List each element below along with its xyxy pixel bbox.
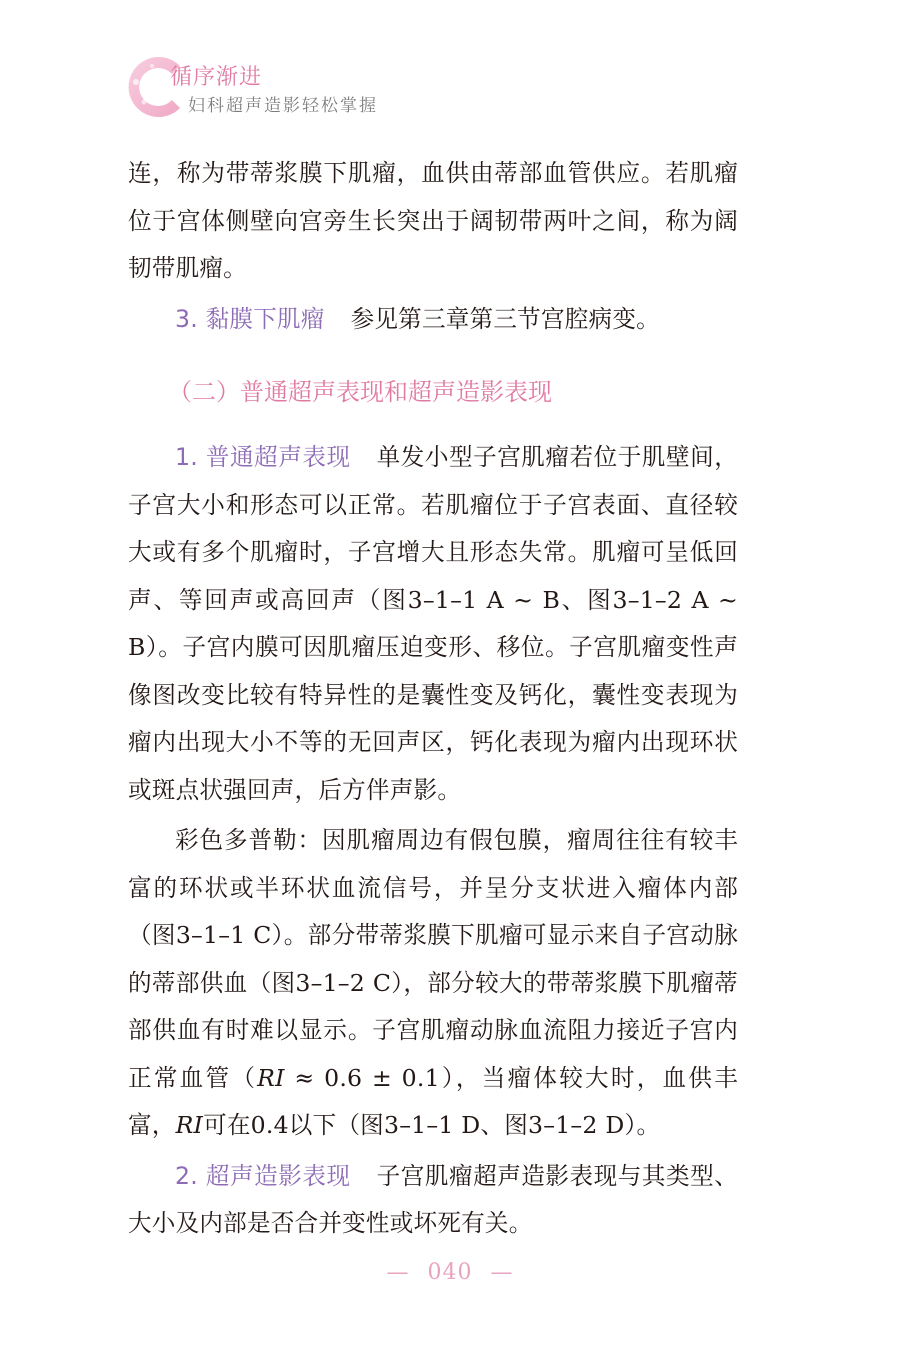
series-title: 循序渐进 [170, 65, 263, 90]
page-number: 040 [427, 1260, 473, 1285]
paragraph-contrast-ultrasound [128, 1153, 738, 1248]
paragraph-submucosal [128, 296, 738, 344]
paragraph-continued: 连，称为带蒂浆膜下肌瘤，血供由蒂部血管供应。若肌瘤位于宫体侧壁向宫旁生长突出于阔韧带两叶之间，称为阔韧带肌瘤。 [128, 159, 738, 282]
footer-dash-right: — [490, 1260, 514, 1285]
page-header [122, 52, 442, 122]
heading-conventional-ultrasound: 1. 普通超声表现 [175, 443, 351, 471]
footer-dash-left: — [386, 1260, 410, 1285]
paragraph-color-doppler [128, 817, 738, 1150]
ri-symbol: RI [257, 1063, 285, 1092]
page-content [128, 150, 738, 1248]
doppler-text-c: 可在0.4以下（图3–1–1 D、图3–1–2 D）。 [203, 1111, 661, 1139]
ri-symbol: RI [175, 1111, 204, 1139]
paragraph-conventional-ultrasound-text: 单发小型子宫肌瘤若位于肌壁间，子宫大小和形态可以正常。若肌瘤位于子宫表面、直径较大或有多个肌瘤时，子宫增大且形态失常。肌瘤可呈低回声、等回声或高回声（图3–1–1 A ~ B、图3–1–2 A ~ B）。子宫内膜可因肌瘤压迫变形、移位。子宫肌瘤变性声像图改变比较有特异性的是囊性变及钙化，囊性变表现为瘤内出现大小不等的无回声区，钙化表现为瘤内出现环状或斑点状强回声，后方伴声影。 [128, 443, 739, 804]
paragraph-contrast-ultrasound-text: 子宫肌瘤超声造影表现与其类型、大小及内部是否合并变性或坏死有关。 [128, 1161, 739, 1237]
paragraph-submucosal-text: 参见第三章第三节宫腔病变。 [350, 304, 660, 333]
paragraph-conventional-ultrasound [128, 434, 738, 814]
heading-contrast-ultrasound: 2. 超声造影表现 [175, 1161, 351, 1190]
doppler-text-b: ≈ 0.6 ± 0.1），当瘤体较大时，血供丰富， [128, 1063, 738, 1139]
doppler-text-a: 彩色多普勒：因肌瘤周边有假包膜，瘤周往往有较丰富的环状或半环状血流信号，并呈分支状进入瘤体内部（图3–1–1 C）。部分带蒂浆膜下肌瘤可显示来自子宫动脉的蒂部供血（图3–1–2 C），部分较大的带蒂浆膜下肌瘤蒂部供血有时难以显示。子宫肌瘤动脉血流阻力接近子宫内正常血管（ [128, 826, 738, 1092]
book-title: 妇科超声造影轻松掌握 [188, 96, 378, 116]
page-footer [0, 1260, 900, 1285]
section-title: （二）普通超声表现和超声造影表现 [168, 378, 552, 406]
heading-submucosal-fibroid: 3. 黏膜下肌瘤 [175, 304, 325, 333]
